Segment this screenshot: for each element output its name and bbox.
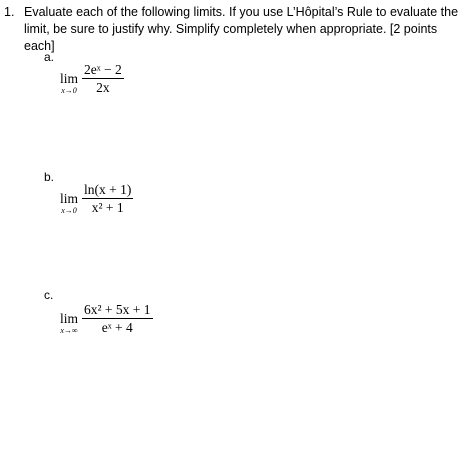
- denominator: x² + 1: [91, 200, 124, 215]
- fraction: [82, 302, 153, 335]
- question-number: 1.: [4, 5, 15, 19]
- part-c-label: c.: [44, 288, 54, 302]
- lim-word: lim: [59, 311, 78, 326]
- fraction-bar: [82, 198, 133, 199]
- denominator: 2x: [96, 80, 110, 95]
- lim-word: lim: [59, 191, 78, 206]
- numerator: 2eˣ − 2: [84, 62, 122, 77]
- denominator: eˣ + 4: [101, 320, 133, 335]
- numerator: 6x² + 5x + 1: [84, 302, 151, 317]
- part-a-label: a.: [44, 50, 55, 64]
- lim-subscript: x→∞: [60, 326, 78, 335]
- question-text: Evaluate each of the following limits. If you use L’Hôpital’s Rule to evaluate the limit, be sure to justify why. Simplify completely when appropriate. [2 points each]: [24, 5, 459, 53]
- fraction-bar: [82, 78, 124, 79]
- numerator: ln(x + 1): [84, 182, 132, 197]
- fraction: [82, 62, 124, 95]
- lim-subscript: x→0: [61, 86, 77, 95]
- lim-subscript: x→0: [61, 206, 77, 215]
- part-b-label: b.: [44, 170, 55, 184]
- fraction: [82, 182, 133, 215]
- fraction-bar: [82, 318, 153, 319]
- lim-word: lim: [59, 71, 78, 86]
